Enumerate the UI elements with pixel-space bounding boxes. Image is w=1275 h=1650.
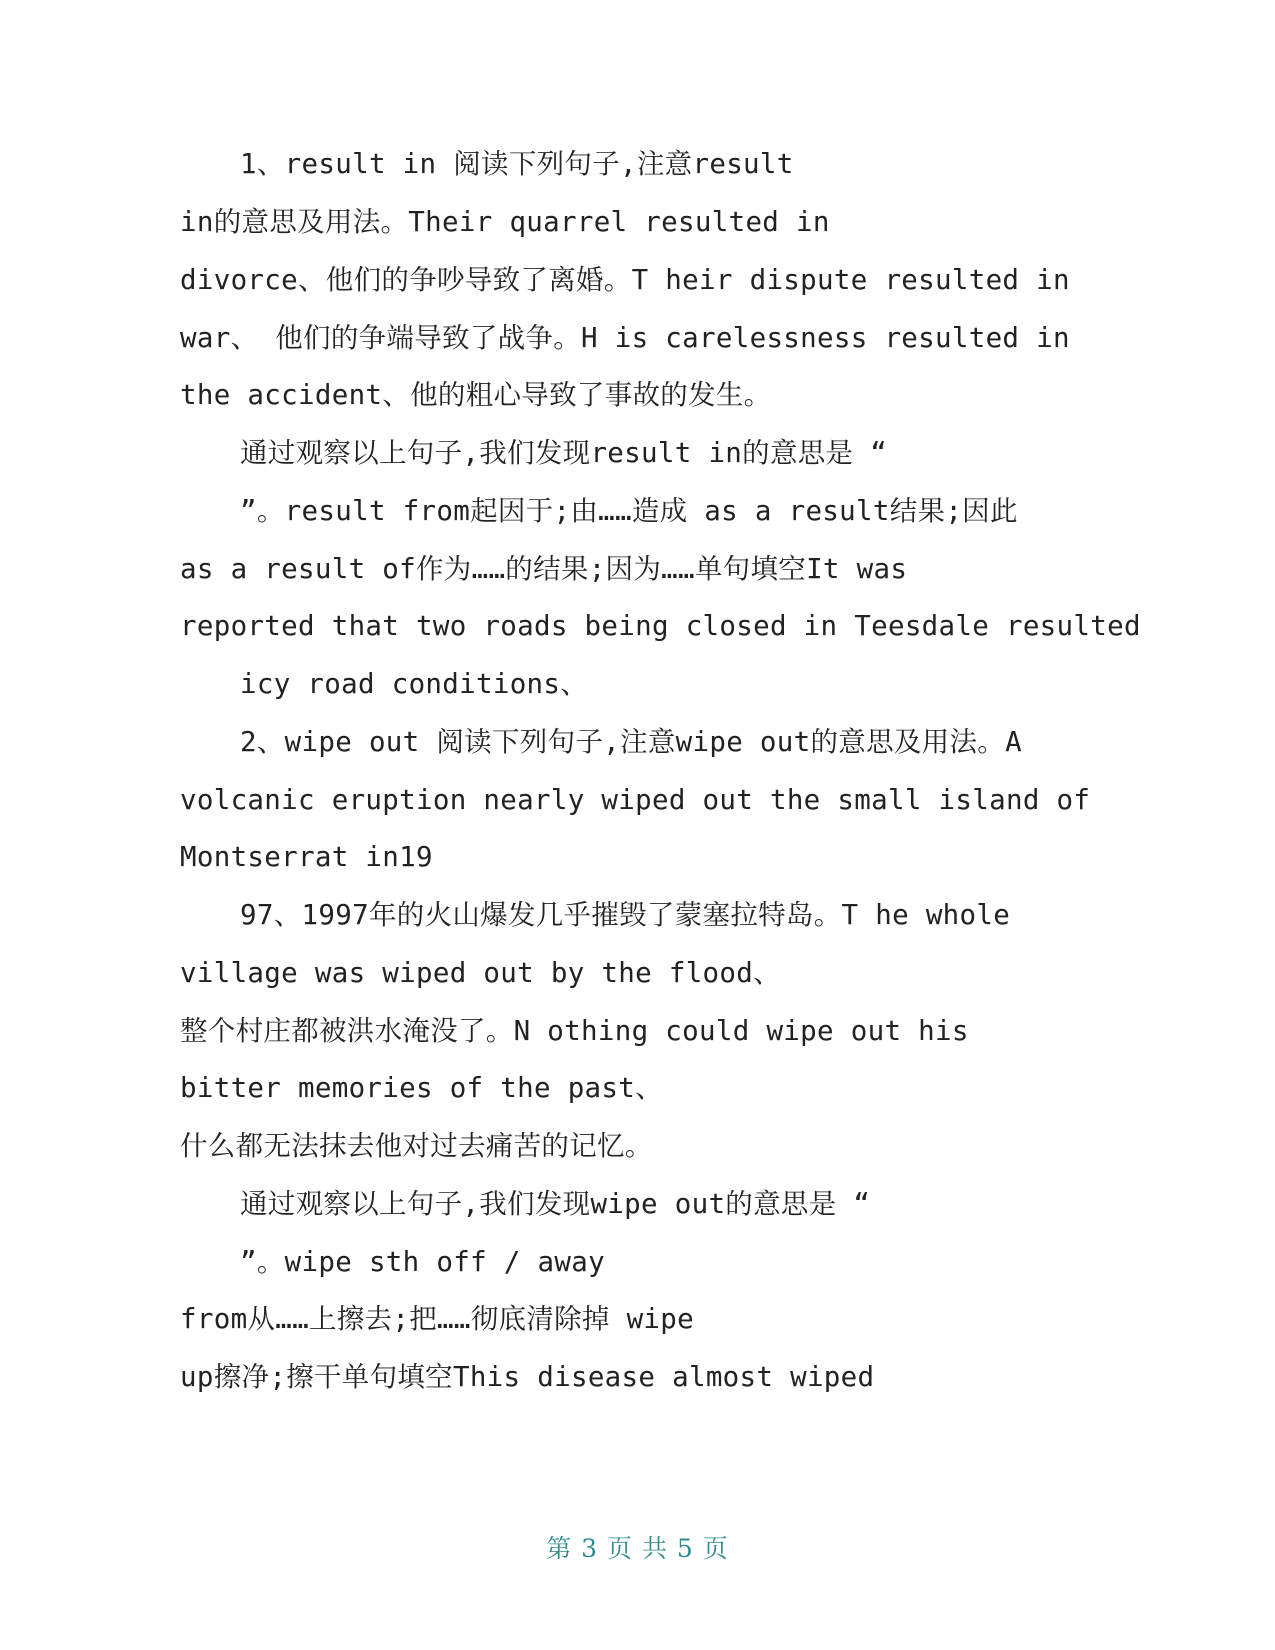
page-number-footer: 第 3 页 共 5 页 [546,1534,729,1563]
text-line-21: from从……上擦去;把……彻底清除掉 wipe [180,1303,694,1335]
text-line-3: divorce、他们的争吵导致了离婚。T heir dispute resulted in [180,264,1070,296]
text-line-12: volcanic eruption nearly wiped out the small island of [180,784,1091,816]
text-line-2: in的意思及用法。Their quarrel resulted in [180,206,830,238]
text-line-5: the accident、他的粗心导致了事故的发生。 [180,379,772,411]
text-line-16: 整个村庄都被洪水淹没了。N othing could wipe out his [180,1015,969,1047]
text-line-10: icy road conditions、 [240,668,589,700]
text-line-13: Montserrat in19 [180,841,433,873]
text-line-1: 1、result in 阅读下列句子,注意result [240,148,794,180]
text-line-6: 通过观察以上句子,我们发现result in的意思是 “ [240,437,888,469]
text-line-17: bitter memories of the past、 [180,1072,663,1104]
text-line-9: reported that two roads being closed in Teesdale resulted [180,610,1141,642]
text-line-22: up擦净;擦干单句填空This disease almost wiped [180,1361,875,1393]
text-line-15: village was wiped out by the flood、 [180,957,781,989]
text-line-8: as a result of作为……的结果;因为……单句填空It was [180,553,908,585]
text-line-11: 2、wipe out 阅读下列句子,注意wipe out的意思及用法。A [240,726,1022,758]
text-line-4: war、 他们的争端导致了战争。H is carelessness resulted in [180,322,1070,354]
text-line-14: 97、1997年的火山爆发几乎摧毁了蒙塞拉特岛。T he whole [240,899,1011,931]
text-line-18: 什么都无法抹去他对过去痛苦的记忆。 [180,1130,653,1162]
text-line-20: ”。wipe sth off / away [240,1246,605,1278]
text-line-7: ”。result from起因于;由……造成 as a result结果;因此 [240,495,1018,527]
text-line-19: 通过观察以上句子,我们发现wipe out的意思是 “ [240,1188,871,1220]
